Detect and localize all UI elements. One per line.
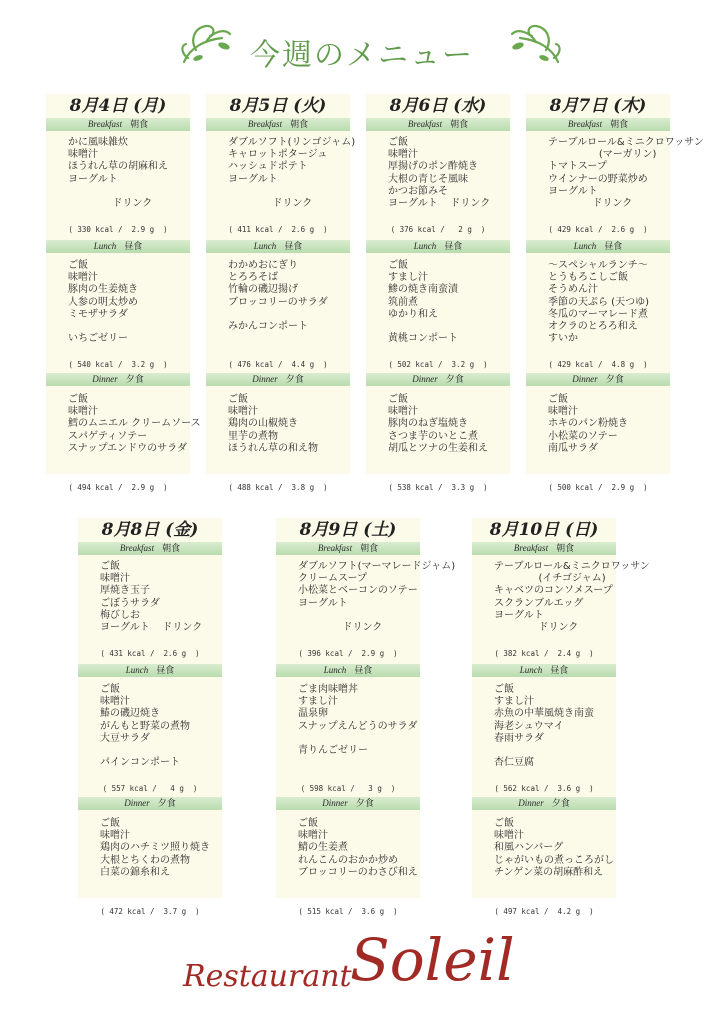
meal-name-jp: 昼食 bbox=[156, 665, 175, 675]
day-card bbox=[526, 94, 704, 492]
calorie-salt-info: ( 382 kcal / 2.4 g ) bbox=[494, 649, 594, 658]
meal-name-en: Lunch bbox=[93, 241, 117, 251]
meal-items bbox=[100, 818, 220, 879]
menu-item: ドリンク bbox=[494, 621, 579, 633]
menu-item: 青りんごゼリー bbox=[298, 744, 368, 756]
meal-header bbox=[206, 240, 350, 253]
menu-item: ご飯 bbox=[228, 394, 248, 405]
meal-name-jp: 夕食 bbox=[605, 374, 624, 384]
meal-items bbox=[548, 260, 668, 345]
menu-item: さつま芋のいとこ煮 bbox=[388, 430, 478, 442]
calorie-salt-info: ( 497 kcal / 4.2 g ) bbox=[494, 907, 594, 916]
menu-item: みかんコンポート bbox=[228, 320, 308, 332]
menu-item: ドリンク bbox=[228, 197, 313, 209]
meal-items bbox=[548, 394, 668, 455]
meal-items bbox=[548, 137, 704, 210]
menu-item: すまし汁 bbox=[298, 696, 338, 708]
menu-item: ごぼうサラダ bbox=[100, 597, 160, 609]
menu-item: とうもろこしご飯 bbox=[548, 272, 628, 284]
meal-name-jp: 夕食 bbox=[285, 374, 304, 384]
menu-item bbox=[494, 745, 614, 757]
meal-name-en: Breakfast bbox=[567, 119, 603, 129]
menu-item: 鱈のムニエル クリームソース bbox=[68, 418, 201, 430]
meal-items bbox=[494, 561, 650, 634]
menu-item: スパゲティソテー bbox=[68, 430, 148, 442]
menu-item: ご飯 bbox=[68, 394, 88, 405]
day-date: 8月8日 (金) bbox=[101, 520, 199, 540]
meal-name-jp: 昼食 bbox=[604, 241, 623, 251]
menu-item: ホキのパン粉焼き bbox=[548, 418, 628, 430]
meal-name-jp: 朝食 bbox=[450, 119, 469, 129]
day-card bbox=[276, 518, 456, 916]
menu-item: スクランブルエッグ bbox=[494, 597, 584, 609]
menu-item: 厚焼き玉子 bbox=[100, 585, 150, 597]
menu-item: (マーガリン) bbox=[548, 149, 657, 161]
menu-item: ヨーグルト bbox=[298, 597, 348, 609]
menu-item: 春雨サラダ bbox=[494, 732, 544, 744]
day-card bbox=[46, 94, 201, 492]
meal-header bbox=[46, 240, 190, 253]
page-title: 今週のメニュー bbox=[250, 38, 474, 73]
meal-items bbox=[298, 684, 418, 757]
meal-name-jp: 朝食 bbox=[162, 543, 181, 553]
meal-header bbox=[78, 542, 222, 555]
menu-item: かつお節みそ bbox=[388, 185, 448, 197]
calorie-salt-info: ( 396 kcal / 2.9 g ) bbox=[298, 649, 398, 658]
menu-item: ご飯 bbox=[548, 394, 568, 405]
menu-item bbox=[68, 321, 188, 333]
menu-item: ご飯 bbox=[494, 818, 514, 829]
menu-item: ウインナーの野菜炒め bbox=[548, 173, 648, 185]
meal-name-en: Dinner bbox=[518, 798, 544, 808]
menu-item: テーブルロール&ミニクロワッサン bbox=[494, 561, 650, 572]
footer bbox=[0, 918, 724, 1018]
menu-item: パインコンポート bbox=[100, 757, 180, 769]
day-date: 8月7日 (木) bbox=[549, 96, 647, 116]
menu-item: 梅びしお bbox=[100, 609, 140, 621]
menu-item: 和風ハンバーグ bbox=[494, 842, 564, 854]
meal-name-jp: 昼食 bbox=[550, 665, 569, 675]
meal-name-en: Dinner bbox=[322, 798, 348, 808]
meal-header bbox=[276, 797, 420, 810]
meal-name-en: Dinner bbox=[252, 374, 278, 384]
menu-item: 味噌汁 bbox=[100, 830, 130, 842]
meal-name-en: Breakfast bbox=[247, 119, 283, 129]
meal-name-jp: 昼食 bbox=[124, 241, 143, 251]
meal-name-jp: 夕食 bbox=[355, 798, 374, 808]
menu-item: キャロットポタージュ bbox=[228, 149, 328, 161]
day-card bbox=[366, 94, 510, 492]
menu-item: ヨーグルト bbox=[228, 173, 278, 185]
meal-header bbox=[366, 373, 510, 386]
meal-items bbox=[228, 137, 356, 210]
menu-item: 筑前煮 bbox=[388, 296, 418, 308]
menu-item: ご飯 bbox=[298, 818, 318, 829]
menu-item: 大豆サラダ bbox=[100, 732, 150, 744]
menu-item: スナップえんどうのサラダ bbox=[298, 720, 418, 732]
menu-item: ご飯 bbox=[100, 818, 120, 829]
meal-name-en: Dinner bbox=[92, 374, 118, 384]
calorie-salt-info: ( 431 kcal / 2.6 g ) bbox=[100, 649, 200, 658]
menu-item: スナップエンドウのサラダ bbox=[68, 442, 187, 454]
meal-items bbox=[388, 137, 508, 210]
calorie-salt-info: ( 538 kcal / 3.3 g ) bbox=[388, 483, 488, 492]
calorie-salt-info: ( 429 kcal / 4.8 g ) bbox=[548, 360, 648, 369]
meal-name-jp: 朝食 bbox=[610, 119, 629, 129]
brand-logo: Soleil bbox=[350, 926, 515, 994]
menu-item: 味噌汁 bbox=[68, 272, 98, 284]
menu-item: 鯖の生姜煮 bbox=[298, 842, 348, 854]
menu-item: 大根とちくわの煮物 bbox=[100, 854, 190, 866]
menu-item: ほうれん草の和え物 bbox=[228, 442, 318, 454]
menu-item: 厚揚げのポン酢焼き bbox=[388, 161, 478, 173]
meal-header bbox=[472, 542, 616, 555]
meal-header bbox=[526, 373, 670, 386]
meal-header bbox=[46, 373, 190, 386]
calorie-salt-info: ( 598 kcal / 3 g ) bbox=[300, 784, 396, 793]
menu-item bbox=[298, 733, 418, 745]
calorie-salt-info: ( 376 kcal / 2 g ) bbox=[390, 225, 486, 234]
menu-item: 竹輪の磯辺揚げ bbox=[228, 284, 298, 296]
meal-items bbox=[494, 684, 614, 769]
calorie-salt-info: ( 515 kcal / 3.6 g ) bbox=[298, 907, 398, 916]
menu-item: ハッシュドポテト bbox=[228, 161, 308, 173]
meal-header bbox=[206, 118, 350, 131]
menu-item: 豚肉のねぎ塩焼き bbox=[388, 418, 468, 430]
meal-items bbox=[68, 394, 201, 455]
day-date: 8月6日 (水) bbox=[389, 96, 487, 116]
menu-item: ゆかり和え bbox=[388, 308, 438, 320]
calorie-salt-info: ( 502 kcal / 3.2 g ) bbox=[388, 360, 488, 369]
menu-item: トマトスープ bbox=[548, 161, 607, 173]
menu-item: 味噌汁 bbox=[100, 573, 130, 585]
menu-item: じゃがいもの煮っころがし bbox=[494, 854, 614, 866]
meal-header bbox=[526, 118, 670, 131]
meal-name-en: Breakfast bbox=[513, 543, 549, 553]
menu-item bbox=[298, 610, 418, 622]
meal-header bbox=[276, 542, 420, 555]
menu-item: 赤魚の中華風焼き南蛮 bbox=[494, 708, 594, 720]
restaurant-label: Restaurant bbox=[183, 959, 352, 994]
meal-name-en: Lunch bbox=[125, 665, 149, 675]
meal-name-jp: 朝食 bbox=[556, 543, 575, 553]
day-date: 8月10日 (日) bbox=[489, 520, 599, 540]
menu-item: 味噌汁 bbox=[68, 406, 98, 418]
menu-item: 冬瓜のマーマレード煮 bbox=[548, 308, 648, 320]
meal-name-jp: 夕食 bbox=[157, 798, 176, 808]
menu-item: ミモザサラダ bbox=[68, 308, 128, 320]
menu-item: かに風味雑炊 bbox=[68, 137, 128, 148]
menu-item: 温泉卵 bbox=[298, 708, 328, 720]
menu-item: チンゲン菜の胡麻酢和え bbox=[494, 866, 604, 878]
menu-item: ご飯 bbox=[100, 684, 120, 695]
meal-name-en: Breakfast bbox=[119, 543, 155, 553]
meal-name-jp: 夕食 bbox=[551, 798, 570, 808]
calorie-salt-info: ( 557 kcal / 4 g ) bbox=[102, 784, 198, 793]
menu-item: ほうれん草の胡麻和え bbox=[68, 161, 168, 173]
menu-item: 鰆の磯辺焼き bbox=[100, 708, 160, 720]
menu-item: ドリンク bbox=[548, 197, 633, 209]
meal-name-en: Dinner bbox=[572, 374, 598, 384]
meal-items bbox=[298, 818, 418, 879]
menu-item: 杏仁豆腐 bbox=[494, 757, 534, 769]
menu-item: れんこんのおかか炒め bbox=[298, 854, 398, 866]
meal-name-jp: 朝食 bbox=[130, 119, 149, 129]
meal-name-jp: 昼食 bbox=[444, 241, 463, 251]
menu-item bbox=[388, 321, 508, 333]
menu-item: 味噌汁 bbox=[388, 406, 418, 418]
menu-item: ヨーグルト ドリンク bbox=[100, 621, 203, 633]
menu-item: ご飯 bbox=[494, 684, 514, 695]
menu-item: いちごゼリー bbox=[68, 333, 128, 345]
meal-name-en: Dinner bbox=[124, 798, 150, 808]
meal-items bbox=[228, 394, 348, 455]
meal-header bbox=[366, 118, 510, 131]
menu-item: 味噌汁 bbox=[494, 830, 524, 842]
menu-item: すまし汁 bbox=[494, 696, 534, 708]
calorie-salt-info: ( 494 kcal / 2.9 g ) bbox=[68, 483, 168, 492]
menu-item: 鶏肉のハチミツ照り焼き bbox=[100, 842, 210, 854]
menu-item: ご飯 bbox=[388, 260, 408, 271]
menu-item: 大根の青じそ風味 bbox=[388, 173, 468, 185]
menu-item: 小松菜とベーコンのソテー bbox=[298, 585, 418, 597]
menu-item: わかめおにぎり bbox=[228, 260, 298, 271]
meal-name-en: Lunch bbox=[323, 665, 347, 675]
menu-item: そうめん汁 bbox=[548, 284, 598, 296]
menu-item: ドリンク bbox=[298, 621, 383, 633]
menu-item: 黄桃コンポート bbox=[388, 333, 458, 345]
calorie-salt-info: ( 540 kcal / 3.2 g ) bbox=[68, 360, 168, 369]
meal-name-en: Breakfast bbox=[87, 119, 123, 129]
menu-item bbox=[100, 745, 220, 757]
meal-name-jp: 昼食 bbox=[284, 241, 303, 251]
menu-item: とろろそば bbox=[228, 272, 278, 284]
meal-name-en: Lunch bbox=[253, 241, 277, 251]
meal-name-jp: 夕食 bbox=[125, 374, 144, 384]
day-card bbox=[206, 94, 356, 492]
menu-item: オクラのとろろ和え bbox=[548, 320, 638, 332]
meal-items bbox=[298, 561, 456, 634]
menu-item: ヨーグルト bbox=[548, 185, 598, 197]
calorie-salt-info: ( 476 kcal / 4.4 g ) bbox=[228, 360, 328, 369]
menu-item: 味噌汁 bbox=[548, 406, 578, 418]
menu-item bbox=[68, 186, 188, 198]
meal-name-jp: 朝食 bbox=[290, 119, 309, 129]
day-date: 8月9日 (土) bbox=[299, 520, 397, 540]
calorie-salt-info: ( 562 kcal / 3.6 g ) bbox=[494, 784, 594, 793]
menu-item bbox=[228, 309, 348, 321]
menu-item: ご飯 bbox=[68, 260, 88, 271]
meal-name-en: Lunch bbox=[519, 665, 543, 675]
menu-item: 季節の天ぷら (天つゆ) bbox=[548, 296, 649, 308]
meal-header bbox=[472, 797, 616, 810]
meal-items bbox=[68, 137, 188, 210]
calorie-salt-info: ( 488 kcal / 3.8 g ) bbox=[228, 483, 328, 492]
menu-item: (イチゴジャム) bbox=[494, 573, 606, 585]
menu-item: ごま肉味噌丼 bbox=[298, 684, 358, 695]
menu-item: ヨーグルト bbox=[494, 609, 544, 621]
day-date: 8月4日 (月) bbox=[69, 96, 167, 116]
calorie-salt-info: ( 472 kcal / 3.7 g ) bbox=[100, 907, 200, 916]
menu-item: 味噌汁 bbox=[100, 696, 130, 708]
menu-item: ～スペシャルランチ～ bbox=[548, 260, 648, 271]
menu-item: ご飯 bbox=[388, 137, 408, 148]
menu-item: ドリンク bbox=[68, 197, 153, 209]
day-date: 8月5日 (火) bbox=[229, 96, 327, 116]
meal-name-en: Breakfast bbox=[317, 543, 353, 553]
meal-header bbox=[206, 373, 350, 386]
menu-item: ブロッコリーのサラダ bbox=[228, 296, 328, 308]
menu-item: ダブルソフト(リンゴジャム) bbox=[228, 137, 356, 148]
menu-item: ご飯 bbox=[100, 561, 120, 572]
menu-item: テーブルロール&ミニクロワッサン bbox=[548, 137, 704, 148]
calorie-salt-info: ( 330 kcal / 2.9 g ) bbox=[68, 225, 168, 234]
menu-item: 小松菜のソテー bbox=[548, 430, 618, 442]
menu-item bbox=[228, 186, 348, 198]
calorie-salt-info: ( 500 kcal / 2.9 g ) bbox=[548, 483, 648, 492]
calorie-salt-info: ( 429 kcal / 2.6 g ) bbox=[548, 225, 648, 234]
meal-items bbox=[100, 684, 220, 769]
calorie-salt-info: ( 411 kcal / 2.6 g ) bbox=[228, 225, 328, 234]
meal-name-jp: 昼食 bbox=[354, 665, 373, 675]
meal-name-en: Lunch bbox=[413, 241, 437, 251]
day-card bbox=[78, 518, 222, 916]
menu-item: 鯵の焼き南蛮漬 bbox=[388, 284, 458, 296]
menu-item: がんもと野菜の煮物 bbox=[100, 720, 190, 732]
menu-item: 南瓜サラダ bbox=[548, 442, 598, 454]
menu-item: ブロッコリーのわさび和え bbox=[298, 866, 418, 878]
menu-item: ご飯 bbox=[388, 394, 408, 405]
menu-item: 味噌汁 bbox=[298, 830, 328, 842]
menu-item: 味噌汁 bbox=[388, 149, 418, 161]
menu-item: 海老シュウマイ bbox=[494, 720, 564, 732]
menu-item: 豚肉の生姜焼き bbox=[68, 284, 138, 296]
meal-header bbox=[526, 240, 670, 253]
menu-item: ヨーグルト bbox=[68, 173, 118, 185]
meal-name-jp: 夕食 bbox=[445, 374, 464, 384]
meal-items bbox=[68, 260, 188, 345]
menu-item: ダブルソフト(マーマレードジャム) bbox=[298, 561, 456, 572]
meal-items bbox=[494, 818, 614, 879]
day-card bbox=[472, 518, 650, 916]
meal-header bbox=[472, 664, 616, 677]
menu-item: 胡瓜とツナの生姜和え bbox=[388, 442, 488, 454]
meal-header bbox=[46, 118, 190, 131]
menu-item: 白菜の錦糸和え bbox=[100, 866, 170, 878]
menu-item: 味噌汁 bbox=[68, 149, 98, 161]
meal-name-jp: 朝食 bbox=[360, 543, 379, 553]
menu-item: クリームスープ bbox=[298, 573, 367, 585]
menu-item: 味噌汁 bbox=[228, 406, 258, 418]
menu-item: 人参の明太炒め bbox=[68, 296, 138, 308]
meal-items bbox=[388, 394, 508, 455]
meal-items bbox=[100, 561, 220, 634]
menu-item: キャベツのコンソメスープ bbox=[494, 585, 613, 597]
menu-item: すまし汁 bbox=[388, 272, 428, 284]
meal-name-en: Dinner bbox=[412, 374, 438, 384]
menu-item: すいか bbox=[548, 333, 578, 345]
meal-name-en: Breakfast bbox=[407, 119, 443, 129]
menu-item: 鶏肉の山椒焼き bbox=[228, 418, 298, 430]
meal-header bbox=[78, 664, 222, 677]
meal-header bbox=[78, 797, 222, 810]
meal-items bbox=[388, 260, 508, 345]
meal-header bbox=[276, 664, 420, 677]
meal-name-en: Lunch bbox=[573, 241, 597, 251]
menu-item: ヨーグルト ドリンク bbox=[388, 197, 491, 209]
meal-header bbox=[366, 240, 510, 253]
meal-items bbox=[228, 260, 348, 333]
menu-item: 里芋の煮物 bbox=[228, 430, 278, 442]
